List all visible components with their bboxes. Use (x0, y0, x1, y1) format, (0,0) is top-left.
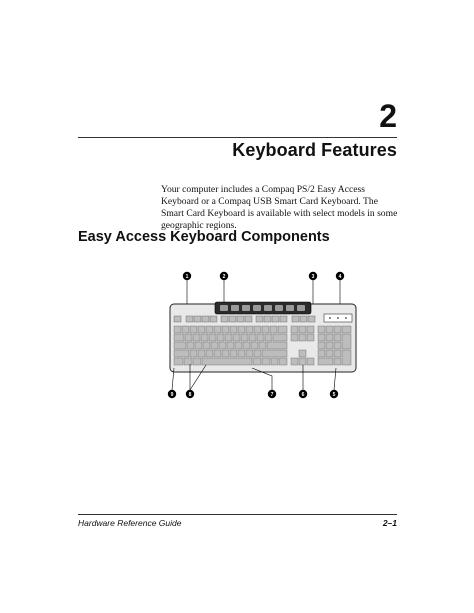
footer-rule (78, 514, 397, 515)
footer-page-number: 2–1 (382, 518, 397, 528)
callout-3-label: 3 (311, 273, 315, 280)
callout-7-label: 7 (270, 391, 274, 398)
callout-8-label: 8 (188, 391, 192, 398)
callout-2-label: 2 (222, 273, 226, 280)
callout-5-label: 5 (332, 391, 336, 398)
main-keys (174, 326, 287, 365)
easy-access-buttons (215, 302, 311, 314)
keyboard-figure (160, 268, 360, 408)
callout-4-label: 4 (338, 273, 342, 280)
section-heading: Easy Access Keyboard Components (78, 229, 330, 245)
intro-paragraph: Your computer includes a Compaq PS/2 Easy Access Keyboard or a Compaq USB Smart Card Keyboard. The Smart Card Keyboard is available with select models in some geographic regions. (161, 184, 398, 231)
keyboard-illustration (160, 268, 360, 408)
callout-6-label: 6 (301, 391, 305, 398)
header-rule (78, 137, 397, 138)
callouts-top (183, 272, 344, 280)
callout-1-label: 1 (185, 273, 189, 280)
chapter-number: 2 (379, 98, 397, 134)
footer-guide-title: Hardware Reference Guide (78, 518, 182, 528)
callouts-bottom (168, 390, 338, 398)
numeric-keypad (318, 326, 351, 365)
chapter-title: Keyboard Features (232, 140, 397, 160)
callout-9-label: 9 (170, 391, 174, 398)
